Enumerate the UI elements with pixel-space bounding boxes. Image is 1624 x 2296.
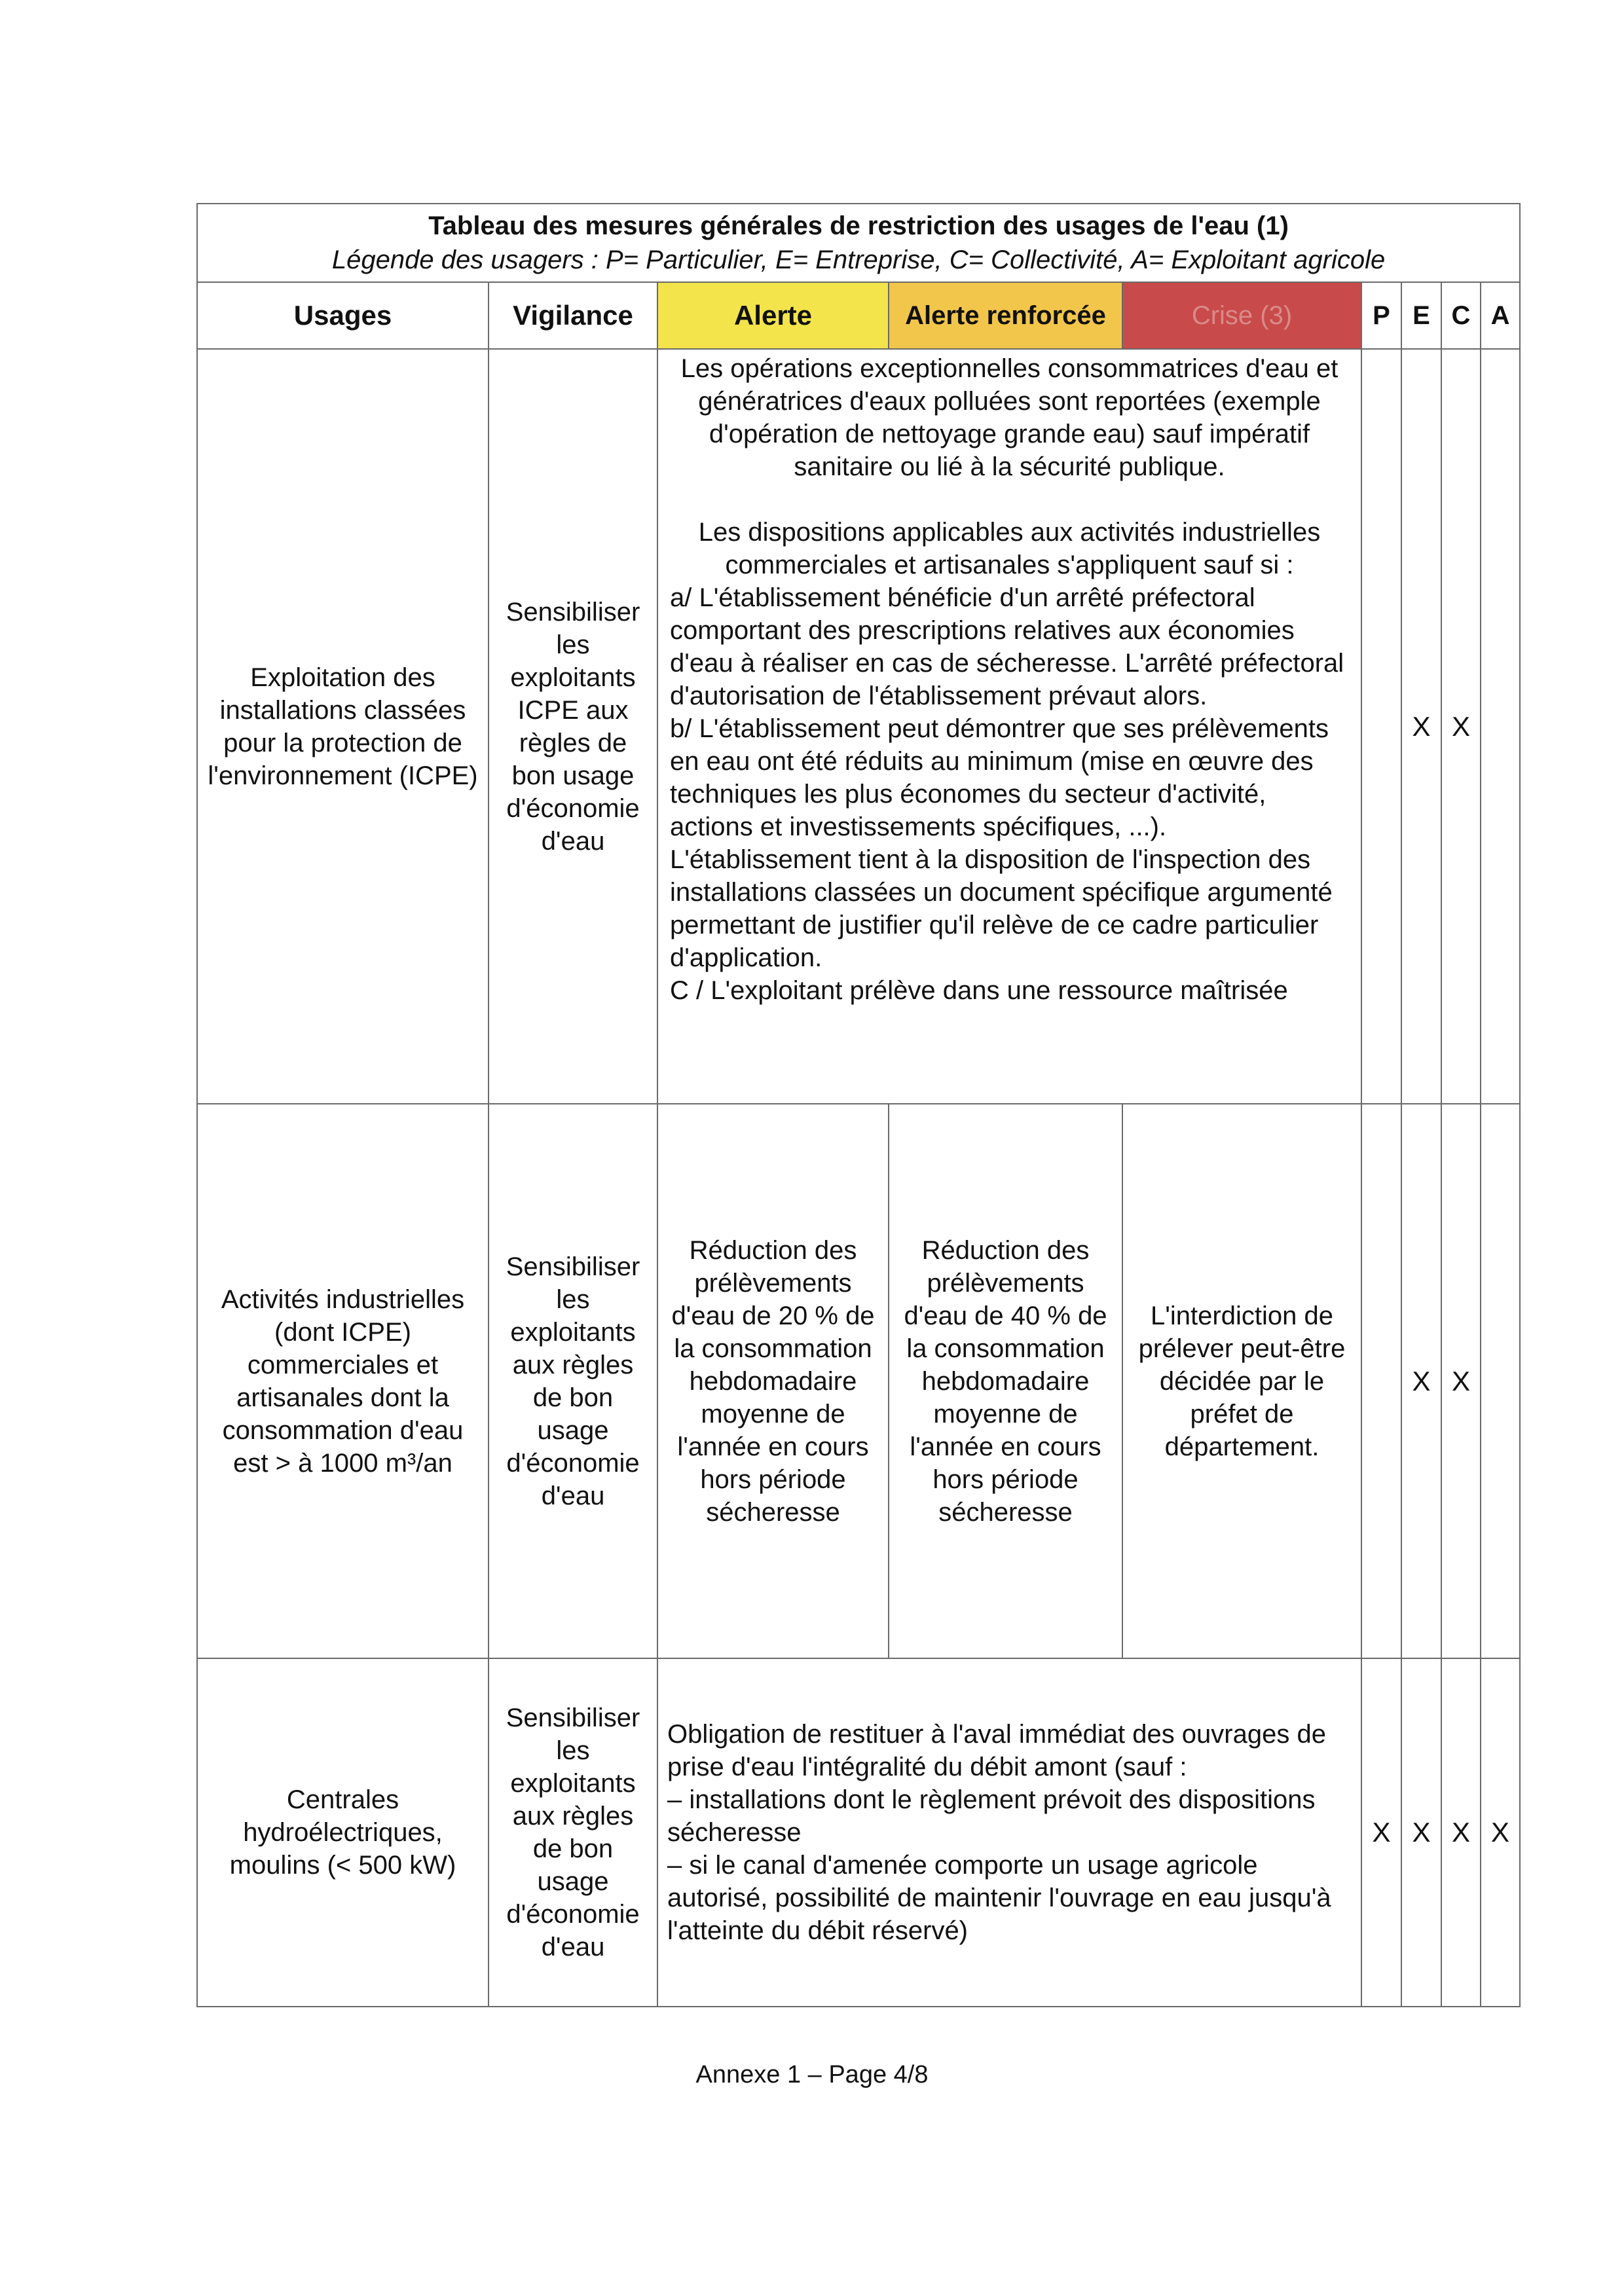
restriction-table-container	[196, 203, 1519, 2007]
crise-measure-cell: L'interdiction de prélever peut-être décidée par le préfet de département.	[1122, 1104, 1361, 1658]
measure-paragraph: Les dispositions applicables aux activités industrielles commerciales et artisanales s'appliquent sauf si :	[698, 518, 1321, 579]
header-c: C	[1441, 282, 1481, 349]
alerte-renforcee-measure-cell: Réduction des prélèvements d'eau de 40 % de la consommation hebdomadaire moyenne de l'année en cours hors période sécheresse	[889, 1104, 1122, 1658]
measure-cell	[657, 1658, 1361, 2007]
mark-a	[1481, 1104, 1520, 1658]
measure-line: Obligation de restituer à l'aval immédiat des ouvrages de prise d'eau l'intégralité du débit amont (sauf :	[667, 1720, 1326, 1781]
usage-cell: Activités industrielles (dont ICPE) commerciales et artisanales dont la consommation d'eau est > à 1000 m³/an	[197, 1104, 489, 1658]
mark-a	[1481, 349, 1520, 1104]
mark-p: X	[1361, 1658, 1401, 2007]
header-alerte: Alerte	[657, 282, 889, 349]
vigilance-cell: Sensibiliser les exploitants aux règles de bon usage d'économie d'eau	[489, 1104, 657, 1658]
header-alerte-renforcee: Alerte renforcée	[889, 282, 1122, 349]
mark-e: X	[1401, 349, 1441, 1104]
usage-cell: Exploitation des installations classées pour la protection de l'environnement (ICPE)	[197, 349, 489, 1104]
mark-a: X	[1481, 1658, 1520, 2007]
restriction-table	[196, 203, 1521, 2007]
measure-condition-c: C / L'exploitant prélève dans une ressource maîtrisée	[670, 976, 1288, 1005]
paragraph-gap	[670, 483, 1349, 516]
vigilance-cell: Sensibiliser les exploitants aux règles de bon usage d'économie d'eau	[489, 1658, 657, 2007]
measure-cell	[657, 349, 1361, 1104]
table-title: Tableau des mesures générales de restriction des usages de l'eau (1)	[428, 211, 1289, 240]
header-a: A	[1481, 282, 1520, 349]
mark-c: X	[1441, 1658, 1481, 2007]
header-crise: Crise (3)	[1122, 282, 1361, 349]
measure-condition-b: b/ L'établissement peut démontrer que ses prélèvements en eau ont été réduits au minimum (mise en œuvre des techniques les plus économes du secteur d'activité, actions et investissements spécifiques, ...). L'établissement tient à la disposition de l'inspection des installations classées un document spécifique argumenté permettant de justifier qu'il relève de ce cadre particulier d'application.	[670, 714, 1333, 972]
usage-cell: Centrales hydroélectriques, moulins (< 500 kW)	[197, 1658, 489, 2007]
mark-c: X	[1441, 349, 1481, 1104]
table-row	[197, 1104, 1520, 1658]
page-footer: Annexe 1 – Page 4/8	[695, 2061, 929, 2088]
vigilance-cell: Sensibiliser les exploitants ICPE aux règles de bon usage d'économie d'eau	[489, 349, 657, 1104]
mark-p	[1361, 1104, 1401, 1658]
header-vigilance: Vigilance	[489, 282, 657, 349]
mark-p	[1361, 349, 1401, 1104]
alerte-measure-cell: Réduction des prélèvements d'eau de 20 % de la consommation hebdomadaire moyenne de l'année en cours hors période sécheresse	[657, 1104, 889, 1658]
header-row	[197, 282, 1520, 349]
header-usages: Usages	[197, 282, 489, 349]
header-p: P	[1361, 282, 1401, 349]
mark-e: X	[1401, 1104, 1441, 1658]
mark-e: X	[1401, 1658, 1441, 2007]
mark-c: X	[1441, 1104, 1481, 1658]
measure-condition-a: a/ L'établissement bénéficie d'un arrêté préfectoral comportant des prescriptions relatives aux économies d'eau à réaliser en cas de sécheresse. L'arrêté préfectoral d'autorisation de l'établissement prévaut alors.	[670, 583, 1344, 710]
measure-line: – si le canal d'amenée comporte un usage agricole autorisé, possibilité de maintenir l'ouvrage en eau jusqu'à l'atteinte du débit réservé)	[667, 1851, 1331, 1945]
header-e: E	[1401, 282, 1441, 349]
table-row	[197, 1658, 1520, 2007]
table-title-cell	[197, 204, 1520, 282]
table-legend: Légende des usagers : P= Particulier, E= Entreprise, C= Collectivité, A= Exploitant agricole	[331, 246, 1386, 274]
table-row	[197, 349, 1520, 1104]
measure-paragraph: Les opérations exceptionnelles consommatrices d'eau et génératrices d'eaux polluées sont reportées (exemple d'opération de nettoyage grande eau) sauf impératif sanitaire ou lié à la sécurité publique.	[680, 354, 1338, 481]
measure-line: – installations dont le règlement prévoit des dispositions sécheresse	[667, 1785, 1316, 1847]
